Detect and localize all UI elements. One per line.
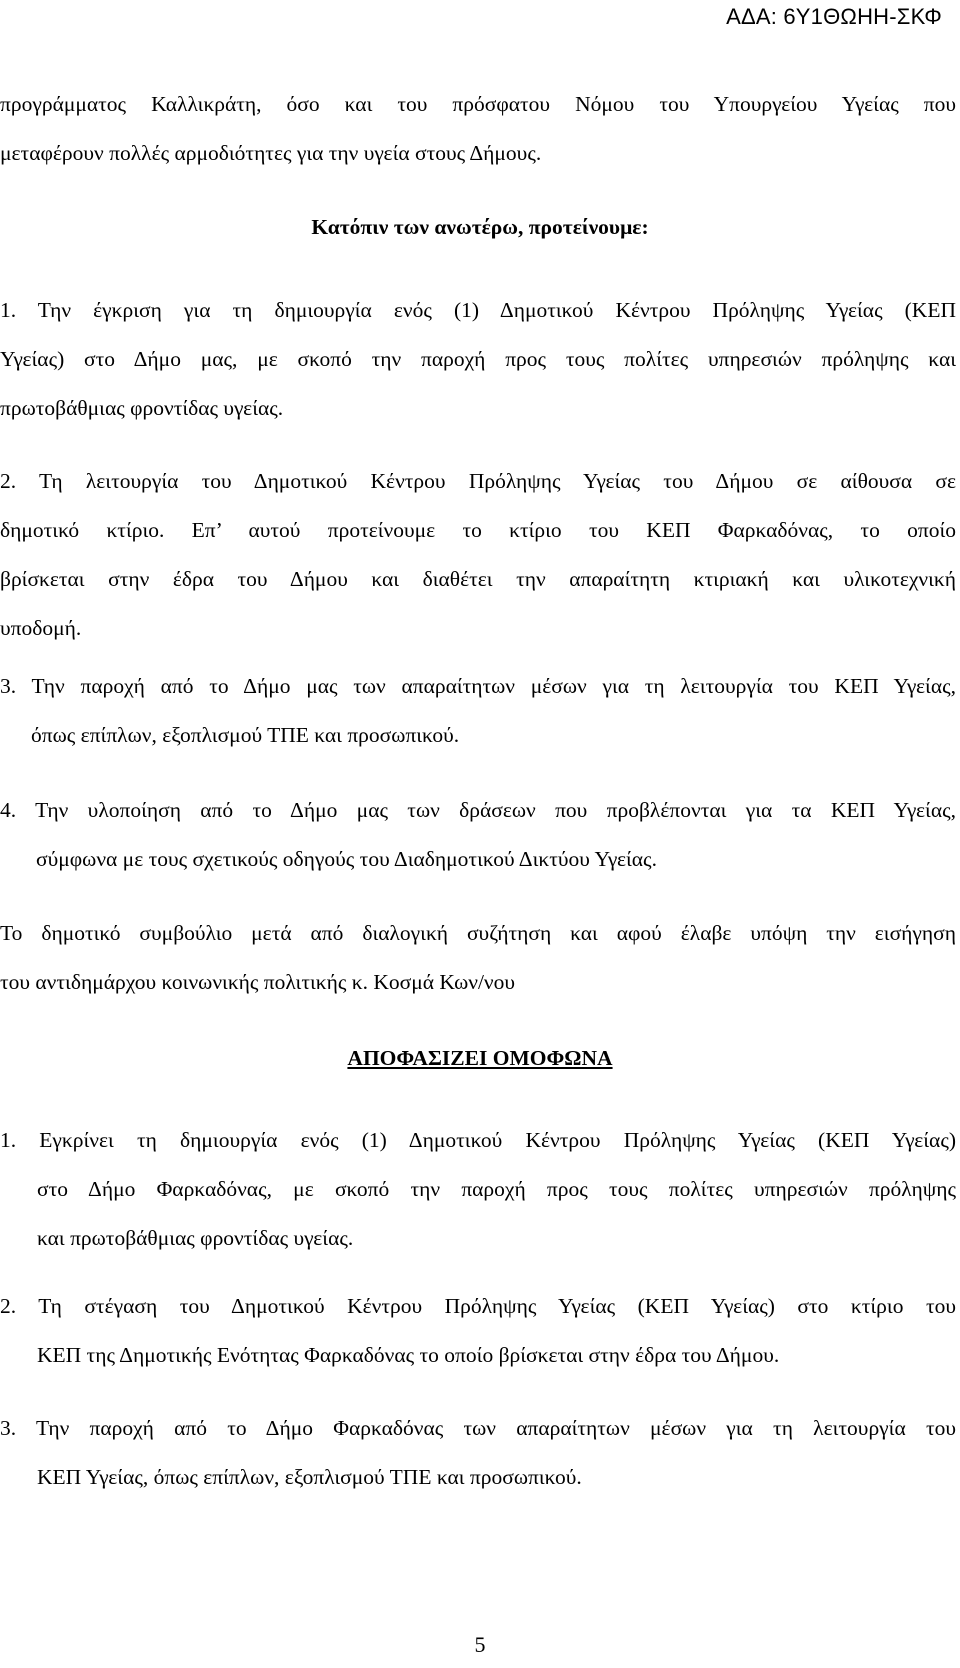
proposal-line: 3. Την παροχή από το Δήμο μας των απαραίτητων μέσων για τη λειτουργία του ΚΕΠ Υγείας, [0, 674, 956, 698]
decision-item [0, 1282, 956, 1380]
decision-heading: ΑΠΟΦΑΣΙΖΕΙ ΟΜΟΦΩΝΑ [347, 1046, 613, 1070]
proposal-line: 4. Την υλοποίηση από το Δήμο μας των δράσεων που προβλέπονται για τα ΚΕΠ Υγείας, [0, 798, 956, 822]
intro-line: μεταφέρουν πολλές αρμοδιότητες για την υγεία στους Δήμους. [0, 141, 542, 165]
page-number: 5 [474, 1632, 486, 1657]
proposal-line: 2. Τη λειτουργία του Δημοτικού Κέντρου Πρόληψης Υγείας του Δήμου σε αίθουσα σε [0, 469, 956, 493]
decision-line: ΚΕΠ της Δημοτικής Ενότητας Φαρκαδόνας το οποίο βρίσκεται στην έδρα του Δήμου. [37, 1343, 780, 1367]
decision-line: ΚΕΠ Υγείας, όπως επίπλων, εξοπλισμού ΤΠΕ και προσωπικού. [37, 1465, 582, 1489]
proposal-line: όπως επίπλων, εξοπλισμού ΤΠΕ και προσωπικού. [31, 723, 460, 747]
decision-line: 2. Τη στέγαση του Δημοτικού Κέντρου Πρόληψης Υγείας (ΚΕΠ Υγείας) στο κτίριο του [0, 1294, 956, 1318]
proposal-line: υποδομή. [0, 616, 82, 640]
proposal-line: Υγείας) στο Δήμο μας, με σκοπό την παροχή προς τους πολίτες υπηρεσιών πρόληψης και [0, 347, 956, 371]
decision-line: και πρωτοβάθμιας φροντίδας υγείας. [37, 1226, 354, 1250]
council-line: Το δημοτικό συμβούλιο μετά από διαλογική συζήτηση και αφού έλαβε υπόψη την εισήγηση [0, 921, 956, 945]
proposal-line: βρίσκεται στην έδρα του Δήμου και διαθέτει την απαραίτητη κτιριακή και υλικοτεχνική [0, 567, 956, 591]
proposal-item [0, 286, 956, 433]
proposal-item [0, 457, 956, 653]
proposal-item [0, 662, 956, 760]
proposal-line: δημοτικό κτίριο. Επ’ αυτού προτείνουμε το κτίριο του ΚΕΠ Φαρκαδόνας, το οποίο [0, 518, 956, 542]
decision-line: 1. Εγκρίνει τη δημιουργία ενός (1) Δημοτικού Κέντρου Πρόληψης Υγείας (ΚΕΠ Υγείας) [0, 1128, 956, 1152]
proposal-line: 1. Την έγκριση για τη δημιουργία ενός (1) Δημοτικού Κέντρου Πρόληψης Υγείας (ΚΕΠ [0, 298, 956, 322]
proposal-heading: Κατόπιν των ανωτέρω, προτείνουμε: [311, 215, 649, 239]
council-line: του αντιδημάρχου κοινωνικής πολιτικής κ. Κοσμά Κων/νου [0, 970, 516, 994]
proposal-line: πρωτοβάθμιας φροντίδας υγείας. [0, 396, 284, 420]
decision-line: 3. Την παροχή από το Δήμο Φαρκαδόνας των απαραίτητων μέσων για τη λειτουργία του [0, 1416, 956, 1440]
proposal-item [0, 786, 956, 884]
decision-item [0, 1116, 956, 1263]
decision-item [0, 1404, 956, 1502]
proposal-line: σύμφωνα με τους σχετικούς οδηγούς του Διαδημοτικού Δικτύου Υγείας. [36, 847, 657, 871]
intro-paragraph [0, 80, 956, 178]
intro-line: προγράμματος Καλλικράτη, όσο και του πρόσφατου Νόμου του Υπουργείου Υγείας που [0, 92, 956, 116]
decision-line: στο Δήμο Φαρκαδόνας, με σκοπό την παροχή προς τους πολίτες υπηρεσιών πρόληψης [37, 1177, 956, 1201]
ada-code: ΑΔΑ: 6Υ1ΘΩΗΗ-ΣΚΦ [726, 4, 942, 29]
council-paragraph [0, 909, 956, 1007]
